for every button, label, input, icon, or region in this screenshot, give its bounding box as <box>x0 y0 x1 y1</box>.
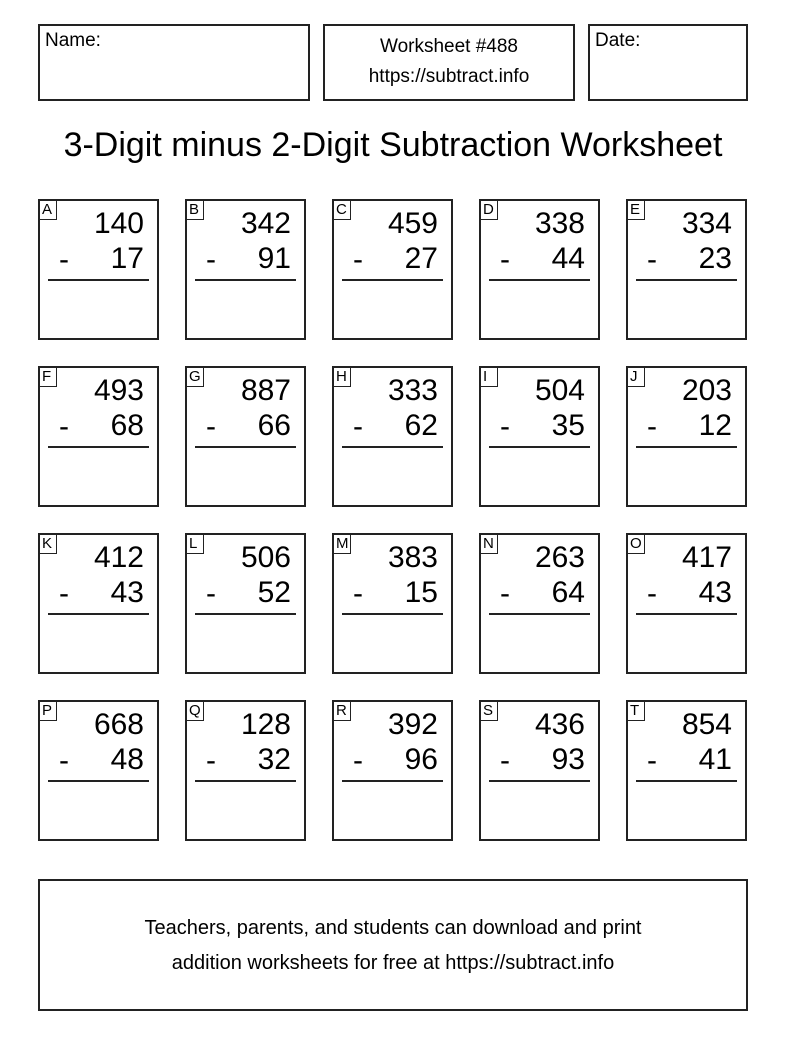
answer-line <box>489 446 590 448</box>
minus-sign: - <box>206 243 216 276</box>
minuend: 334 <box>681 207 732 240</box>
minuend: 436 <box>534 708 585 741</box>
minus-sign: - <box>59 577 69 610</box>
name-label: Name: <box>45 30 101 51</box>
answer-line <box>636 780 737 782</box>
answer-line <box>342 279 443 281</box>
subtrahend: 35 <box>551 409 585 442</box>
minuend: 383 <box>387 541 438 574</box>
problem-box[interactable] <box>38 366 159 507</box>
minuend: 506 <box>240 541 291 574</box>
subtrahend: 27 <box>404 242 438 275</box>
subtrahend: 66 <box>257 409 291 442</box>
answer-line <box>48 446 149 448</box>
minus-sign: - <box>206 577 216 610</box>
problem-box[interactable] <box>479 366 600 507</box>
minus-sign: - <box>647 577 657 610</box>
answer-line <box>636 446 737 448</box>
date-field[interactable] <box>588 24 748 101</box>
answer-line <box>195 279 296 281</box>
page-title: 3-Digit minus 2-Digit Subtraction Worksheet <box>63 126 723 164</box>
name-field[interactable] <box>38 24 310 101</box>
answer-line <box>342 446 443 448</box>
minuend: 668 <box>93 708 144 741</box>
answer-line <box>636 613 737 615</box>
problem-letter: L <box>186 534 204 554</box>
problem-box[interactable] <box>185 199 306 340</box>
problem-letter: H <box>333 367 351 387</box>
subtrahend: 91 <box>257 242 291 275</box>
minuend: 412 <box>93 541 144 574</box>
minus-sign: - <box>500 410 510 443</box>
problem-letter: M <box>333 534 351 554</box>
subtrahend: 17 <box>110 242 144 275</box>
problem-letter: Q <box>186 701 204 721</box>
subtrahend: 41 <box>698 743 732 776</box>
minuend: 459 <box>387 207 438 240</box>
problem-letter: I <box>480 367 498 387</box>
problem-letter: C <box>333 200 351 220</box>
problem-letter: K <box>39 534 57 554</box>
worksheet-info-box <box>323 24 575 101</box>
subtrahend: 12 <box>698 409 732 442</box>
problem-letter: O <box>627 534 645 554</box>
worksheet-number: Worksheet #488 <box>379 36 518 57</box>
footer-text-line-1: Teachers, parents, and students can download and print <box>144 917 642 939</box>
minus-sign: - <box>59 744 69 777</box>
subtrahend: 62 <box>404 409 438 442</box>
minuend: 887 <box>240 374 291 407</box>
answer-line <box>195 446 296 448</box>
minus-sign: - <box>59 410 69 443</box>
minus-sign: - <box>647 744 657 777</box>
problem-box[interactable] <box>479 199 600 340</box>
subtrahend: 93 <box>551 743 585 776</box>
problem-letter: J <box>627 367 645 387</box>
minus-sign: - <box>647 410 657 443</box>
subtrahend: 23 <box>698 242 732 275</box>
problem-letter: R <box>333 701 351 721</box>
subtrahend: 48 <box>110 743 144 776</box>
minuend: 263 <box>534 541 585 574</box>
subtrahend: 96 <box>404 743 438 776</box>
answer-line <box>48 279 149 281</box>
problem-letter: F <box>39 367 57 387</box>
minus-sign: - <box>353 577 363 610</box>
problem-box[interactable] <box>479 533 600 674</box>
problem-letter: B <box>186 200 204 220</box>
minus-sign: - <box>353 410 363 443</box>
minus-sign: - <box>500 243 510 276</box>
problem-letter: N <box>480 534 498 554</box>
minuend: 128 <box>240 708 291 741</box>
answer-line <box>342 613 443 615</box>
footer-text-line-2: addition worksheets for free at https://subtract.info <box>171 952 615 974</box>
problem-letter: T <box>627 701 645 721</box>
minuend: 140 <box>93 207 144 240</box>
answer-line <box>48 613 149 615</box>
minuend: 417 <box>681 541 732 574</box>
problem-box[interactable] <box>332 199 453 340</box>
problem-box[interactable] <box>185 366 306 507</box>
answer-line <box>48 780 149 782</box>
minus-sign: - <box>206 744 216 777</box>
answer-line <box>489 279 590 281</box>
subtrahend: 32 <box>257 743 291 776</box>
problem-box[interactable] <box>38 533 159 674</box>
subtrahend: 44 <box>551 242 585 275</box>
subtrahend: 68 <box>110 409 144 442</box>
subtrahend: 15 <box>404 576 438 609</box>
minus-sign: - <box>59 243 69 276</box>
problem-box[interactable] <box>38 199 159 340</box>
problem-box[interactable] <box>626 366 747 507</box>
problem-box[interactable] <box>185 700 306 841</box>
problem-box[interactable] <box>38 700 159 841</box>
subtrahend: 43 <box>698 576 732 609</box>
minus-sign: - <box>353 744 363 777</box>
minus-sign: - <box>500 577 510 610</box>
minuend: 203 <box>681 374 732 407</box>
minus-sign: - <box>500 744 510 777</box>
minuend: 338 <box>534 207 585 240</box>
answer-line <box>489 613 590 615</box>
problem-letter: G <box>186 367 204 387</box>
minuend: 493 <box>93 374 144 407</box>
problem-box[interactable] <box>626 700 747 841</box>
minus-sign: - <box>647 243 657 276</box>
problem-letter: P <box>39 701 57 721</box>
problem-box[interactable] <box>332 533 453 674</box>
answer-line <box>489 780 590 782</box>
answer-line <box>342 780 443 782</box>
problem-letter: D <box>480 200 498 220</box>
problem-box[interactable] <box>626 199 747 340</box>
problem-box[interactable] <box>626 533 747 674</box>
answer-line <box>636 279 737 281</box>
subtrahend: 52 <box>257 576 291 609</box>
subtrahend: 64 <box>551 576 585 609</box>
problem-letter: A <box>39 200 57 220</box>
date-label: Date: <box>595 30 641 51</box>
problem-letter: S <box>480 701 498 721</box>
problem-box[interactable] <box>185 533 306 674</box>
minus-sign: - <box>353 243 363 276</box>
footer-box <box>38 879 748 1011</box>
problem-box[interactable] <box>479 700 600 841</box>
minuend: 854 <box>681 708 732 741</box>
worksheet-url: https://subtract.info <box>368 66 530 87</box>
subtrahend: 43 <box>110 576 144 609</box>
minuend: 504 <box>534 374 585 407</box>
minuend: 333 <box>387 374 438 407</box>
minuend: 342 <box>240 207 291 240</box>
problem-box[interactable] <box>332 700 453 841</box>
minuend: 392 <box>387 708 438 741</box>
problem-box[interactable] <box>332 366 453 507</box>
answer-line <box>195 780 296 782</box>
problem-letter: E <box>627 200 645 220</box>
minus-sign: - <box>206 410 216 443</box>
answer-line <box>195 613 296 615</box>
